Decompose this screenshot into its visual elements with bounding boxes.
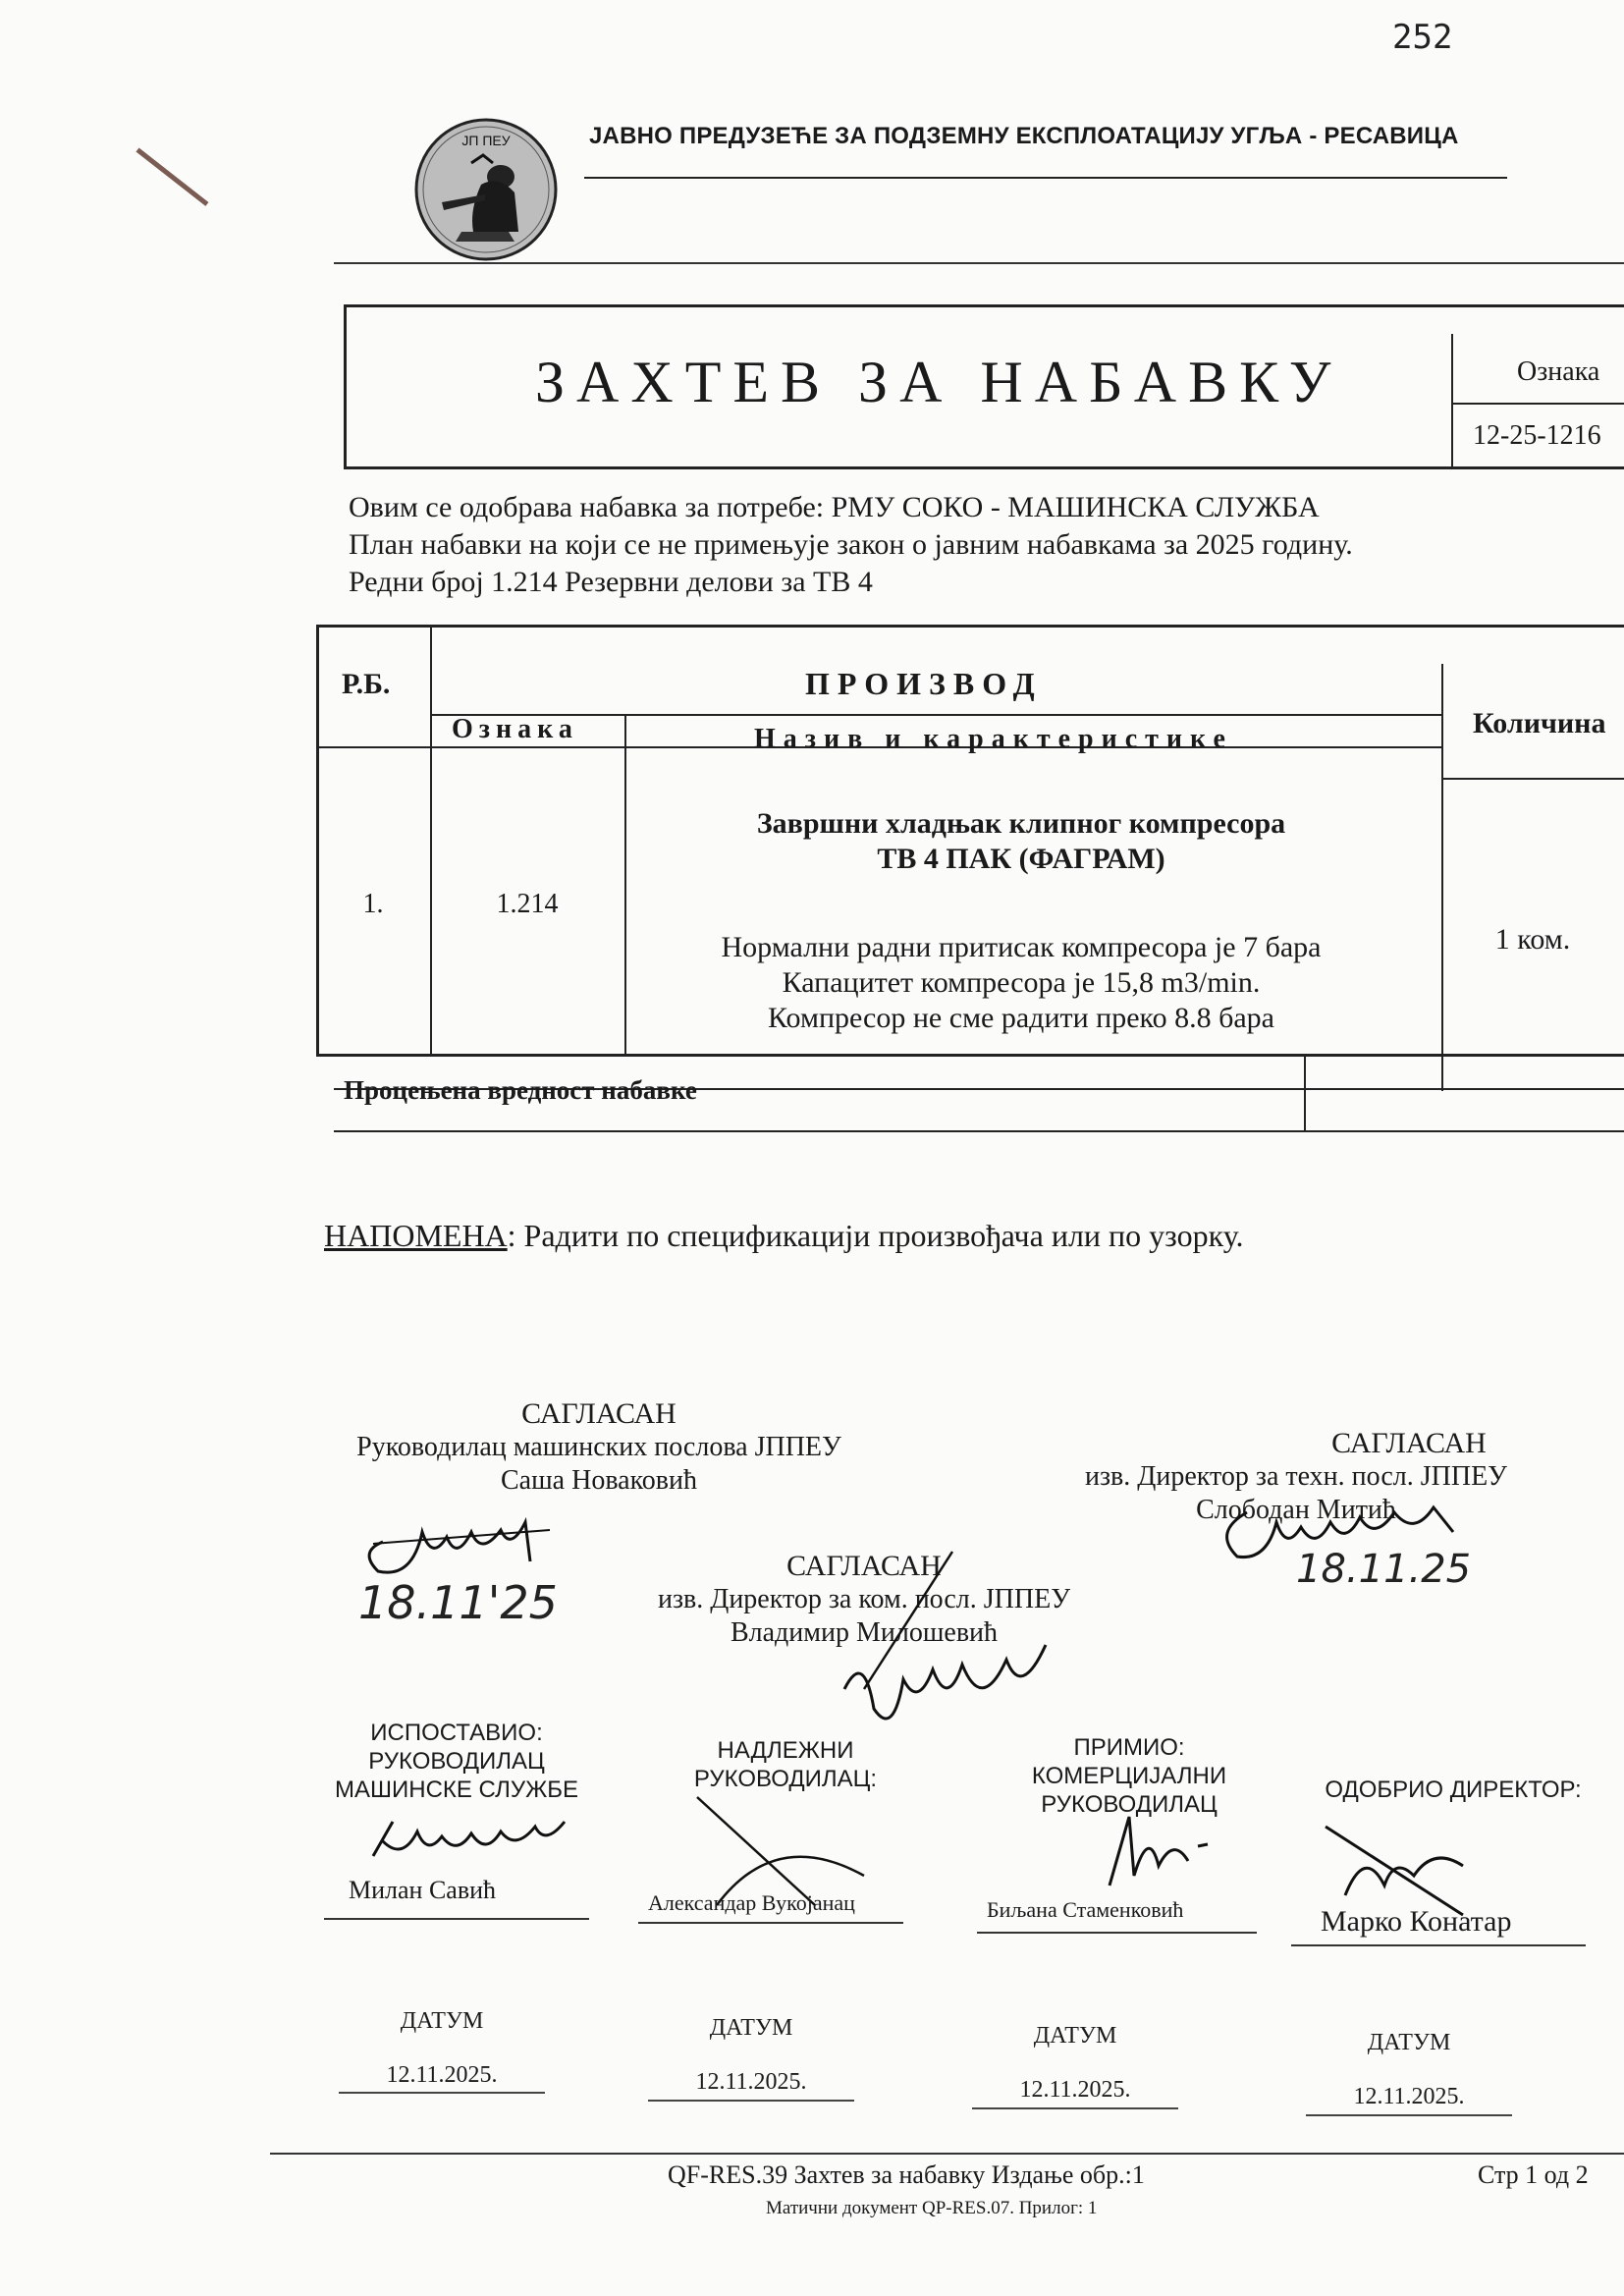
approval-right-status: САГЛАСАН: [1331, 1427, 1487, 1459]
approval-left-role: Руководилац машинских послова ЈППЕУ: [356, 1432, 841, 1462]
footer-code: QF-RES.39 Захтев за набавку Издање обр.:1: [668, 2160, 1145, 2189]
signatory-3-role-line: ПРИМИО:: [1073, 1734, 1185, 1761]
note-text: : Радити по спецификацији произвођача или по узорку.: [507, 1218, 1244, 1253]
row-char-line-2: Капацитет компресора је 15,8 m3/min.: [782, 966, 1261, 999]
signatory-1-name: Милан Савић: [349, 1876, 497, 1904]
signatory-1-line: [324, 1918, 589, 1920]
signatory-4-name: Марко Конатар: [1321, 1905, 1512, 1938]
approval-left: [314, 1397, 884, 1498]
signatory-2-role-line: НАДЛЕЖНИ: [717, 1737, 854, 1764]
table-divider: [1441, 778, 1624, 780]
signatory-2-role-line: РУКОВОДИЛАЦ:: [693, 1766, 878, 1792]
signatory-2-role: [677, 1736, 893, 1793]
datum-value-1: 12.11.2025.: [386, 2062, 498, 2088]
oznaka-value: 12-25-1216: [1473, 420, 1601, 451]
note-label: НАПОМЕНА: [324, 1218, 508, 1253]
oznaka-divider: [1451, 403, 1624, 405]
company-underline: [584, 177, 1507, 179]
signatory-4-role: [1316, 1776, 1591, 1804]
estimated-value-label: Процењена вредност набавке: [344, 1075, 697, 1105]
header-rule: [334, 262, 1624, 264]
approval-right-name: Слободан Митић: [1196, 1495, 1396, 1525]
approval-left-status: САГЛАСАН: [521, 1397, 677, 1430]
signature-savic-icon: [363, 1812, 579, 1871]
signatory-1-role-line: ИСПОСТАВИО:: [370, 1720, 543, 1746]
footer-rule: [270, 2153, 1624, 2155]
header-product: ПРОИЗВОД: [805, 666, 1043, 701]
datum-value-2: 12.11.2025.: [695, 2069, 807, 2095]
document-title: ЗАХТЕВ ЗА НАБАВКУ: [535, 350, 1343, 414]
row-char-line-3: Компресор не сме радити преко 8.8 бара: [768, 1002, 1274, 1034]
table-divider: [624, 714, 626, 1057]
datum-line-3: [972, 2107, 1178, 2109]
signatory-1-role: [324, 1719, 589, 1804]
intro-line-2: План набавки на који се не примењује закон о јавним набавкама за 2025 годину.: [349, 528, 1353, 561]
logo-text: ЈП ПЕУ: [461, 133, 511, 148]
signature-stamenkovic-icon: [1080, 1807, 1218, 1905]
row-rb: 1.: [362, 889, 384, 919]
signatory-3-name: Биљана Стаменковић: [987, 1897, 1184, 1922]
datum-line-4: [1306, 2114, 1512, 2116]
signatory-2-line: [638, 1922, 903, 1924]
estimate-row-line: [334, 1130, 1624, 1132]
row-kolicina: 1 ком.: [1494, 923, 1571, 956]
signatory-4-line: [1291, 1944, 1586, 1946]
row-char-line-1: Нормални радни притисак компресора је 7 бара: [721, 931, 1322, 963]
approval-right-role: изв. Директор за техн. посл. ЈППЕУ: [1085, 1461, 1507, 1492]
datum-line-1: [339, 2092, 545, 2094]
approval-middle-name: Владимир Милошевић: [730, 1617, 999, 1648]
footer-page: Стр 1 од 2: [1478, 2160, 1589, 2189]
note: [324, 1218, 1244, 1254]
datum-label-1: ДАТУМ: [400, 2008, 484, 2034]
intro-line-1: Овим се одобрава набавка за потребе: РМУ СОКО - МАШИНСКА СЛУЖБА: [349, 491, 1320, 523]
intro-line-3: Редни број 1.214 Резервни делови за ТВ 4: [349, 566, 873, 598]
signatory-3-role-line: РУКОВОДИЛАЦ: [1041, 1791, 1218, 1818]
table-divider: [430, 714, 1441, 716]
row-name-line-1: Завршни хладњак клипног компресора: [756, 807, 1286, 840]
approval-middle-role: изв. Директор за ком. посл. ЈППЕУ: [657, 1584, 1071, 1614]
signatory-3-role-line: КОМЕРЦИЈАЛНИ: [1031, 1763, 1227, 1789]
signatory-4-role-line: ОДОБРИО ДИРЕКТОР:: [1325, 1777, 1582, 1803]
company-name: ЈАВНО ПРЕДУЗЕЋЕ ЗА ПОДЗЕМНУ ЕКСПЛОАТАЦИЈУ УГЉА - РЕСАВИЦА: [589, 123, 1459, 149]
signatory-1-role-line: РУКОВОДИЛАЦ: [368, 1748, 545, 1775]
datum-label-3: ДАТУМ: [1033, 2023, 1117, 2049]
page-number: 252: [1392, 18, 1453, 57]
datum-line-2: [648, 2100, 854, 2102]
datum-label-4: ДАТУМ: [1367, 2030, 1451, 2055]
header-rb: Р.Б.: [342, 668, 391, 700]
header-naziv: Назив и карактеристике: [754, 724, 1233, 754]
datum-label-2: ДАТУМ: [709, 2015, 793, 2041]
handwritten-date-right: 18.11.25: [1296, 1547, 1472, 1592]
signatory-1-role-line: МАШИНСКЕ СЛУЖБЕ: [334, 1777, 578, 1803]
approval-left-name: Саша Новаковић: [501, 1465, 697, 1496]
table-divider: [430, 625, 432, 1057]
signatory-2-name: Александар Вукојанац: [648, 1890, 855, 1915]
signatory-3-line: [977, 1932, 1257, 1934]
approval-middle-status: САГЛАСАН: [786, 1550, 942, 1582]
table-divider: [1441, 664, 1443, 1091]
signatory-3-role: [1011, 1733, 1247, 1819]
oznaka-label: Ознака: [1517, 356, 1600, 387]
signature-milosevic-icon: [835, 1542, 1070, 1748]
company-logo-icon: [412, 116, 560, 263]
handwritten-date-left: 18.11'25: [358, 1576, 558, 1629]
table-divider: [1304, 1057, 1306, 1132]
datum-value-3: 12.11.2025.: [1019, 2077, 1131, 2103]
datum-value-4: 12.11.2025.: [1353, 2084, 1465, 2109]
pen-mark: [135, 148, 208, 206]
row-oznaka: 1.214: [496, 889, 559, 919]
footer-sub: Матични документ QP-RES.07. Прилог: 1: [766, 2198, 1098, 2218]
header-oznaka: Ознака: [452, 714, 578, 744]
header-kolicina: Количина: [1473, 707, 1606, 739]
row-name-line-2: ТВ 4 ПАК (ФАГРАМ): [877, 843, 1165, 875]
